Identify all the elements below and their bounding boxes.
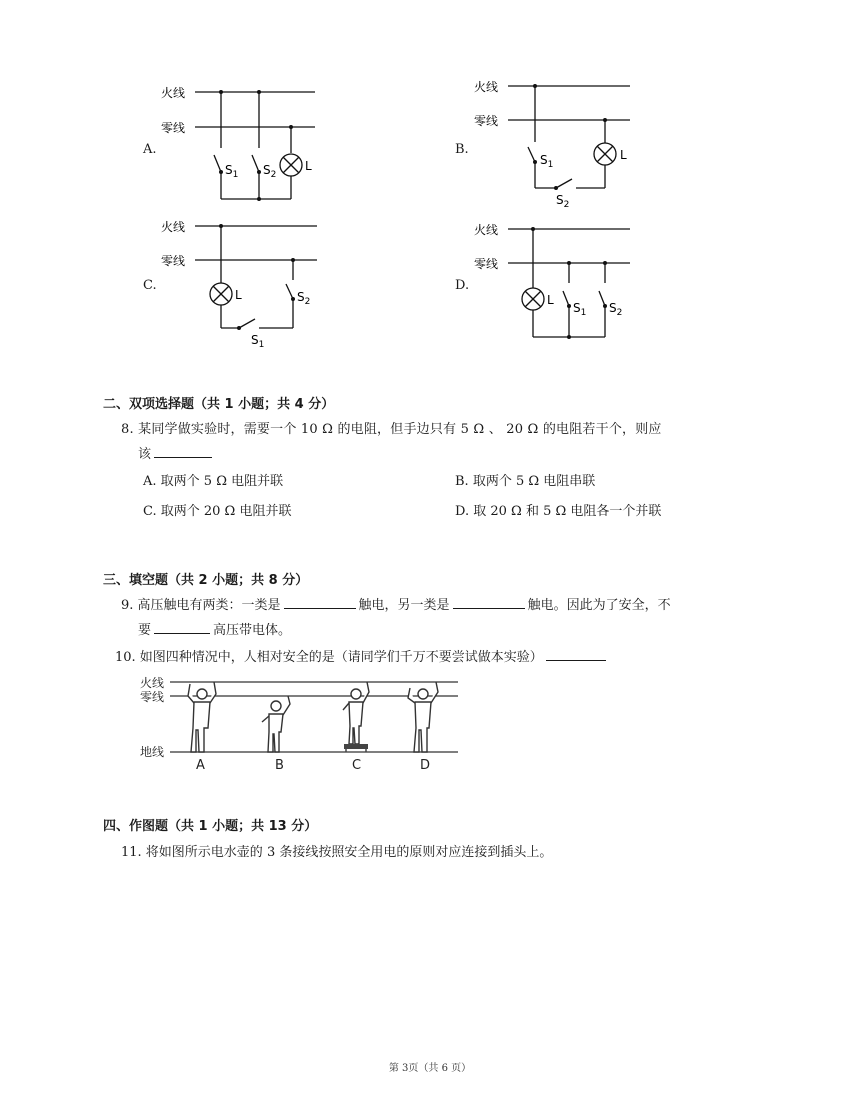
lamp-label-d: L <box>547 293 554 307</box>
insulating-stool <box>344 744 368 749</box>
section-4-heading: 四、作图题（共 1 小题；共 13 分） <box>103 819 318 834</box>
switch-s2-label-d: $S_2$ <box>609 301 623 318</box>
circuit-diagram-b <box>468 72 648 212</box>
option-d-letter: D. <box>455 278 470 293</box>
question-9-part-5: 高压带电体。 <box>213 623 292 638</box>
lamp-label-a: L <box>305 159 312 173</box>
lamp-label-b: L <box>620 148 627 162</box>
question-8-option-c[interactable]: C. 取两个 20 Ω 电阻并联 <box>143 504 292 519</box>
switch-s1-label-d: $S_1$ <box>573 301 587 318</box>
person-c-figure <box>343 682 369 744</box>
question-8-answer-blank[interactable] <box>154 444 212 458</box>
figure-neutral-wire-label: 零线 <box>140 690 165 704</box>
option-b-letter: B. <box>455 142 469 157</box>
neutral-wire-label-a: 零线 <box>161 121 186 135</box>
question-10-figure <box>138 670 463 775</box>
question-9-part-4: 要 <box>138 623 152 638</box>
person-c-label: C <box>352 758 362 773</box>
question-8-option-a[interactable]: A. 取两个 5 Ω 电阻并联 <box>143 474 284 489</box>
question-9-part-2: 触电，另一类是 <box>358 598 450 613</box>
person-a-label: A <box>196 758 205 773</box>
question-9-text-line-2 <box>138 619 291 643</box>
section-3-heading: 三、填空题（共 2 小题；共 8 分） <box>103 573 309 588</box>
question-10-text-line <box>115 646 609 670</box>
question-10-text: 10. 如图四种情况中，人相对安全的是（请同学们千万不要尝试做本实验） <box>115 650 543 665</box>
person-a-figure <box>188 682 216 752</box>
live-wire-label-d: 火线 <box>474 223 499 237</box>
option-c-letter: C. <box>143 278 157 293</box>
question-8-continuation: 该 <box>138 447 152 462</box>
switch-s1-label-a: $S_1$ <box>225 163 239 180</box>
circuit-diagram-a <box>155 78 330 203</box>
lamp-label-c: L <box>235 288 242 302</box>
person-b-figure <box>262 696 290 752</box>
figure-live-wire-label: 火线 <box>140 676 165 690</box>
live-wire-label-c: 火线 <box>161 220 186 234</box>
switch-s2-label-c: $S_2$ <box>297 290 311 307</box>
switch-s2-label-a: $S_2$ <box>263 163 277 180</box>
question-9-blank-3[interactable] <box>154 620 210 634</box>
person-b-label: B <box>275 758 284 773</box>
person-d-figure <box>408 682 438 752</box>
circuit-diagram-c <box>155 212 330 352</box>
question-8-option-b[interactable]: B. 取两个 5 Ω 电阻串联 <box>455 474 596 489</box>
question-11-text: 11. 将如图所示电水壶的 3 条接线按照安全用电的原则对应连接到插头上。 <box>121 845 553 860</box>
neutral-wire-label-d: 零线 <box>474 257 499 271</box>
person-d-label: D <box>420 758 431 773</box>
question-8-text-line-1: 8. 某同学做实验时，需要一个 10 Ω 的电阻，但手边只有 5 Ω 、 20 Ω 的电阻若干个，则应 <box>121 422 662 437</box>
neutral-wire-label-c: 零线 <box>161 254 186 268</box>
option-a-letter: A. <box>143 142 157 157</box>
live-wire-label-b: 火线 <box>474 80 499 94</box>
figure-ground-wire-label: 地线 <box>140 745 165 759</box>
question-9-part-1: 9. 高压触电有两类：一类是 <box>121 598 281 613</box>
neutral-wire-label-b: 零线 <box>474 114 499 128</box>
question-9-part-3: 触电。因此为了安全，不 <box>527 598 671 613</box>
switch-s1-label-b: $S_1$ <box>540 153 554 170</box>
section-2-heading: 二、双项选择题（共 1 小题；共 4 分） <box>103 397 335 412</box>
question-9-text-line-1 <box>121 594 671 618</box>
circuit-diagram-d <box>468 215 648 345</box>
question-9-blank-2[interactable] <box>453 595 525 609</box>
question-8-option-d[interactable]: D. 取 20 Ω 和 5 Ω 电阻各一个并联 <box>455 504 662 519</box>
switch-s1-label-c: $S_1$ <box>251 333 265 350</box>
page-footer: 第 3页（共 6 页） <box>388 1063 472 1074</box>
live-wire-label-a: 火线 <box>161 86 186 100</box>
question-8-text-line-2 <box>138 443 215 467</box>
switch-s2-label-b: $S_2$ <box>556 193 570 210</box>
question-9-blank-1[interactable] <box>284 595 356 609</box>
question-10-answer-blank[interactable] <box>546 647 606 661</box>
